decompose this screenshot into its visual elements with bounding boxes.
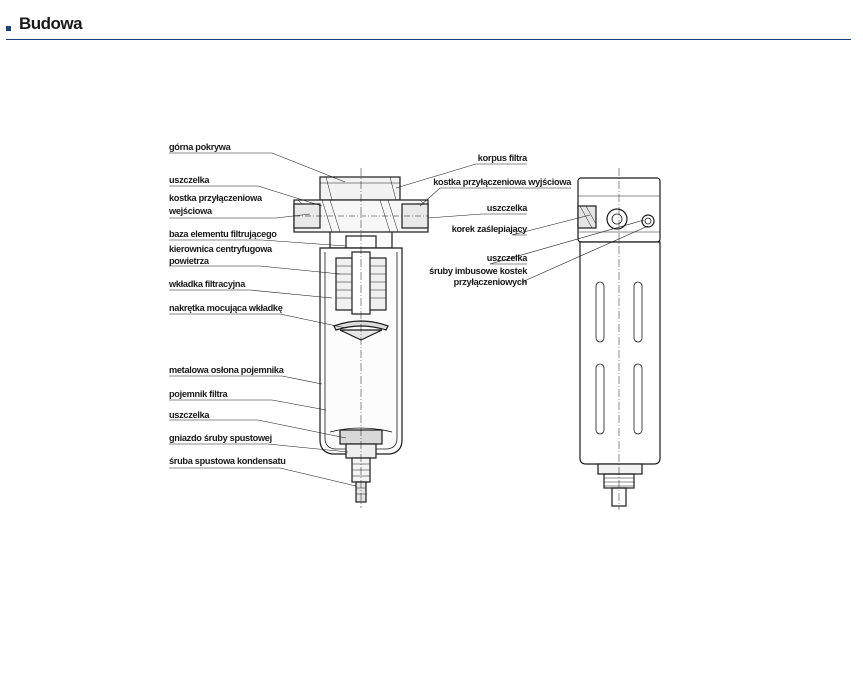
- label-uszczelka-top: uszczelka: [169, 175, 210, 185]
- left-labels: [168, 142, 286, 466]
- label-kierownica-line2: powietrza: [169, 256, 209, 266]
- label-oslona: metalowa osłona pojemnika: [169, 365, 284, 375]
- label-gniazdo: gniazdo śruby spustowej: [169, 433, 272, 443]
- label-nakretka: nakrętka mocująca wkładkę: [169, 303, 283, 313]
- right-labels: [429, 153, 572, 287]
- label-gorna-pokrywa: górna pokrywa: [169, 142, 231, 152]
- filter-side-view-drawing: [578, 168, 660, 510]
- label-sruby-line1: śruby imbusowe kostek: [429, 266, 527, 276]
- filter-section-drawing: [294, 168, 428, 508]
- label-uszczelka-right-top: uszczelka: [486, 203, 527, 213]
- label-wkladka: wkładka filtracyjna: [169, 279, 246, 289]
- label-kostka-wyjsciowa: kostka przyłączeniowa wyjściowa: [433, 177, 571, 187]
- label-kierownica-line1: kierownica centryfugowa: [169, 244, 272, 254]
- label-sruby-line2: przyłączeniowych: [453, 277, 527, 287]
- label-kostka-wejsciowa-line2: wejściowa: [169, 206, 212, 216]
- label-pojemnik: pojemnik filtra: [169, 389, 228, 399]
- label-korpus: korpus filtra: [477, 153, 527, 163]
- label-kostka-wejsciowa-line1: kostka przyłączeniowa: [169, 193, 262, 203]
- label-sruba-spustowa: śruba spustowa kondensatu: [169, 456, 286, 466]
- page-title: Budowa: [19, 14, 83, 33]
- label-baza-elementu: baza elementu filtrującego: [169, 229, 277, 239]
- label-uszczelka-bottom: uszczelka: [169, 410, 210, 420]
- label-uszczelka-right-bottom: uszczelka: [486, 253, 527, 263]
- label-korek: korek zaślepiający: [451, 224, 527, 234]
